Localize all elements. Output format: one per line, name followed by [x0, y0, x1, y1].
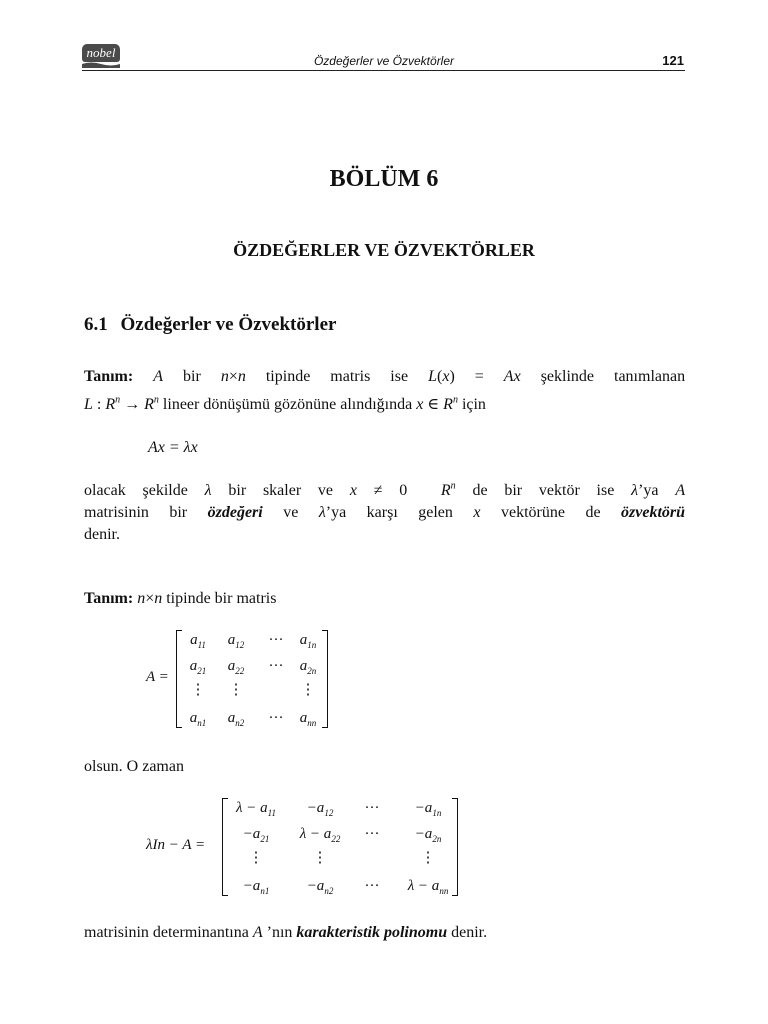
- definition1-line4: matrisinin bir özdeğeri ve λ’ya karşı gelen x vektörüne de özvektörü: [84, 504, 686, 521]
- characteristic-matrix-entry-r3-c1: ⋮: [248, 850, 264, 866]
- matrix-a-entry-r4-c3: ···: [268, 710, 284, 726]
- definition1-line1: Tanım: A bir n×n tipinde matris ise L(x) = Ax şeklinde tanımlanan: [84, 368, 686, 385]
- characteristic-matrix-entry-r4-c4: $\lambda - a_{nn}$: [407, 878, 449, 896]
- matrix-a-entry-r2-c3: ···: [268, 658, 284, 674]
- matrix-a-entry-r4-c4: $a_{nn}$: [299, 710, 317, 728]
- matrix-a-entry-r3-c2: ⋮: [228, 682, 244, 698]
- characteristic-matrix-entry-r3-c2: ⋮: [312, 850, 328, 866]
- logo-text: nobel: [86, 45, 116, 60]
- characteristic-matrix: [146, 796, 466, 900]
- matrix-a: [146, 628, 346, 732]
- matrix-a-entry-r1-c1: $a_{11}$: [190, 632, 206, 650]
- characteristic-polynomial-term: karakteristik polinomu: [296, 924, 448, 941]
- definition1-line2: L : $R^n \to R^n$ lineer dönüşümü gözönüne alındığında x ∈ $R^n$ için: [84, 394, 486, 413]
- characteristic-matrix-lhs: λIn − A =: [146, 837, 206, 853]
- matrix-a-lhs: A =: [146, 669, 169, 685]
- matrix-a-entry-r1-c3: ···: [268, 632, 284, 648]
- characteristic-matrix-entry-r4-c1: $-a_{n1}$: [242, 878, 270, 896]
- header-divider: [82, 70, 685, 71]
- matrix-a-entry-r1-c2: $a_{12}$: [227, 632, 245, 650]
- characteristic-matrix-entry-r1-c1: $\lambda - a_{11}$: [236, 800, 276, 818]
- section-title: Özdeğerler ve Özvektörler: [120, 314, 337, 335]
- matrix-a-right-bracket: [322, 630, 328, 728]
- chapter-subtitle: ÖZDEĞERLER VE ÖZVEKTÖRLER: [233, 240, 535, 260]
- section-heading: [84, 314, 336, 336]
- chapter-title: BÖLÜM 6: [329, 166, 439, 192]
- characteristic-matrix-entry-r1-c3: ···: [364, 800, 380, 816]
- characteristic-right-bracket: [452, 798, 458, 896]
- characteristic-matrix-entry-r1-c2: $-a_{12}$: [306, 800, 334, 818]
- closing-line: matrisinin determinantına A ’nın karakteristik polinomu denir.: [84, 924, 488, 941]
- matrix-a-entry-r4-c1: $a_{n1}$: [189, 710, 207, 728]
- eigen-equation: Ax = λx: [148, 439, 198, 456]
- matrix-a-entry-r3-c1: ⋮: [190, 682, 206, 698]
- matrix-a-entry-r2-c2: $a_{22}$: [227, 658, 245, 676]
- definition2-line: Tanım: n×n tipinde bir matris: [84, 590, 277, 607]
- characteristic-matrix-entry-r4-c3: ···: [364, 878, 380, 894]
- matrix-a-left-bracket: [176, 630, 182, 728]
- characteristic-matrix-entry-r2-c1: $-a_{21}$: [242, 826, 270, 844]
- section-number: 6.1: [84, 314, 108, 335]
- characteristic-matrix-entry-r2-c4: $-a_{2n}$: [414, 826, 442, 844]
- matrix-a-entry-r2-c4: $a_{2n}$: [299, 658, 317, 676]
- characteristic-left-bracket: [222, 798, 228, 896]
- characteristic-matrix-entry-r1-c4: $-a_{1n}$: [414, 800, 442, 818]
- definition1-line3: olacak şekilde λ bir skaler ve x ≠ 0 $R^n$ de bir vektör ise λ’ya A: [84, 480, 686, 499]
- then-text: olsun. O zaman: [84, 758, 184, 775]
- eigenvalue-term: özdeğeri: [207, 504, 263, 521]
- matrix-a-entry-r3-c4: ⋮: [300, 682, 316, 698]
- matrix-a-entry-r2-c1: $a_{21}$: [189, 658, 207, 676]
- definition1-line5: denir.: [84, 526, 120, 543]
- definition2-label: Tanım:: [84, 590, 134, 607]
- page-number: 121: [662, 53, 684, 68]
- characteristic-matrix-entry-r2-c3: ···: [364, 826, 380, 842]
- eigenvector-term: özvektörü: [621, 504, 686, 521]
- definition1-label: Tanım:: [84, 368, 134, 385]
- characteristic-matrix-entry-r3-c4: ⋮: [420, 850, 436, 866]
- running-title: Özdeğerler ve Özvektörler: [313, 54, 455, 68]
- characteristic-matrix-entry-r4-c2: $-a_{n2}$: [306, 878, 334, 896]
- characteristic-matrix-entry-r2-c2: $\lambda - a_{22}$: [299, 826, 341, 844]
- matrix-a-entry-r4-c2: $a_{n2}$: [227, 710, 245, 728]
- matrix-a-entry-r1-c4: $a_{1n}$: [299, 632, 317, 650]
